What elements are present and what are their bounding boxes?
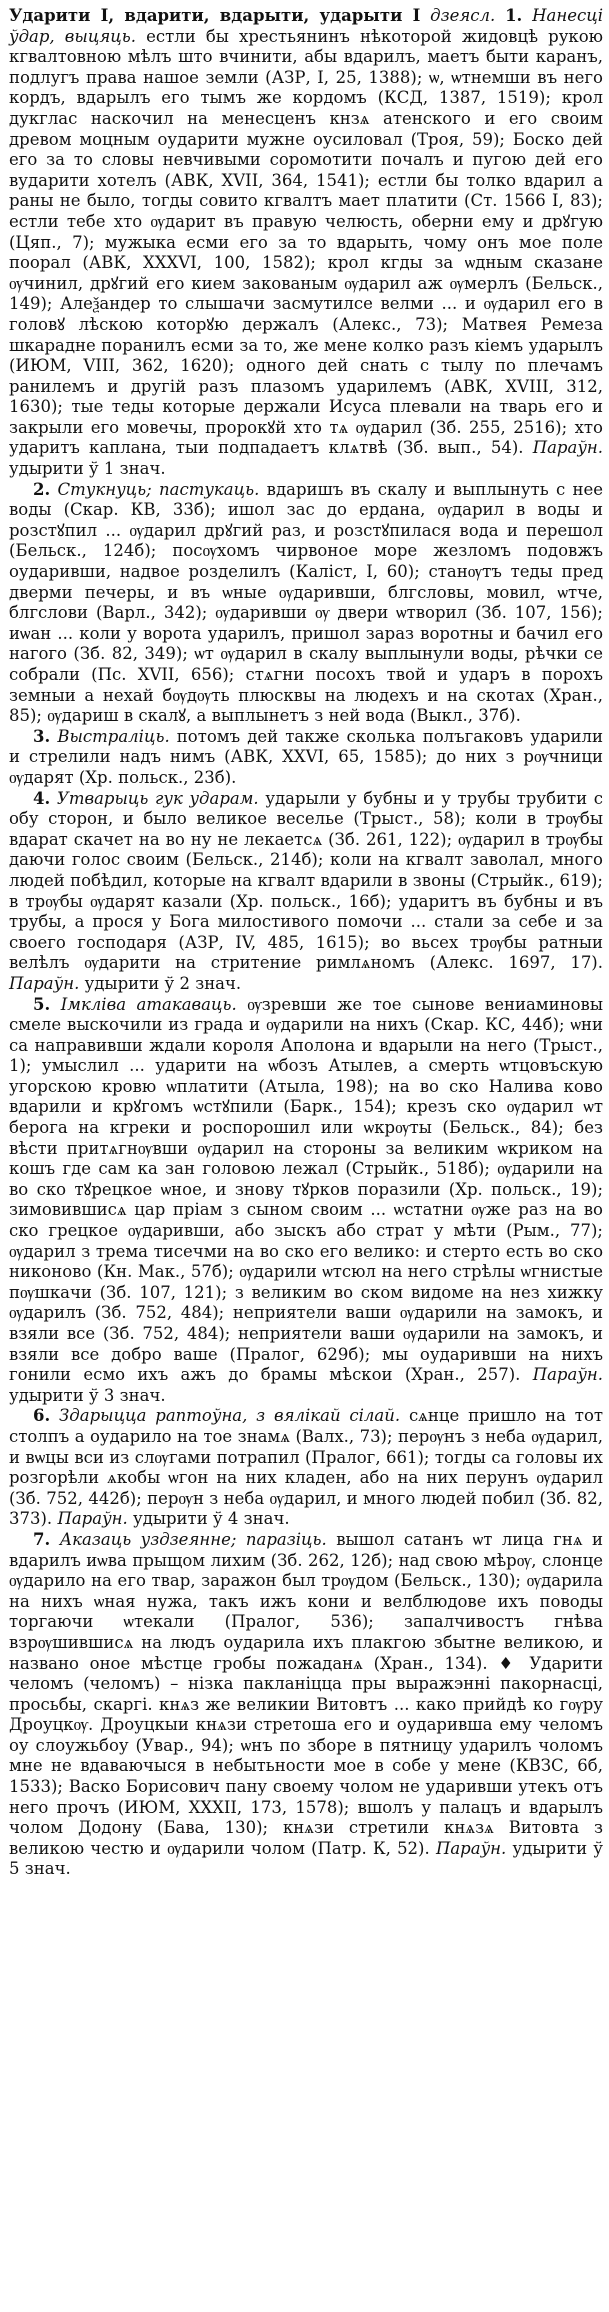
parallel-ref: удырити ў 3 знач. bbox=[9, 1385, 166, 1405]
sense-5 bbox=[9, 995, 603, 1407]
sense-7 bbox=[9, 1530, 603, 1880]
sense-gloss: Стукнуць; пастукаць. bbox=[57, 479, 260, 499]
sense-4 bbox=[9, 789, 603, 995]
sense-gloss: Здарыцца раптоўна, з вялікай сілай. bbox=[59, 1406, 401, 1426]
parallel-label: Параўн. bbox=[532, 438, 603, 458]
sense-gloss: Аказаць уздзеянне; паразіць. bbox=[59, 1529, 327, 1549]
headword: Ударити I, вдарити, вдарыти, ударыти I bbox=[9, 6, 421, 25]
sense-gloss: Утварыць гук ударам. bbox=[56, 788, 259, 808]
sense-1 bbox=[9, 6, 603, 480]
sense-3 bbox=[9, 727, 603, 789]
parallel-label: Параўн. bbox=[532, 1365, 603, 1385]
sense-citations: вдаришъ въ скалу и выплынуть с нее воды (Скар. КВ, 33б); ишол зас до ердана, ѹдарил в воды и розстꙋпил ... ѹдарил дрꙋгий раз, и розстꙋпилася вода и перешол (Бельск., 124б); посѹхомъ чирвоное море жезломъ подовжъ оударивши, надвое розделилъ (Калiст, I, 60); станѹтъ теды пред дверми печеры, и въ ѡные ѹдаривши, блгсловы, мовил, ѡтче, блгслови (Варл., 342); ѹдаривши ѹ двери ѡтворил (Зб. 107, 156); иѡан ... коли у ворота ударилъ, пришол зараз воротны и бачил его нагого (Зб. 82, 349); ѡт ѹдарил в скалу выплынули воды, рѣчки се собрали (Пс. XVII, 656); стѧгни посохъ твой и ударъ в порохъ земныи а нехай бѹдѹть плюсквы на людехъ и на скотах (Хран., 85); ѹдариш в скалꙋ, а выплынетъ з ней вода (Выкл., 37б). bbox=[9, 479, 604, 726]
sense-gloss: Імкліва атакаваць. bbox=[60, 994, 237, 1014]
sense-citations: вышол сатанъ ѡт лица гнѧ и вдарилъ иѡва прыщом лихим (Зб. 262, 12б); над свою мѣрѹ, слонце ѹдарило на его твар, заражон был трѹдом (Бельск., 130); ѹдарила на нихъ ѡная нужа, такъ ижъ кони и велблюдове ихъ поводы торгаючи ѡтекали (Пралог, 536); запалчивостъ гнѣва взрѹшившисѧ на людъ оударила ихъ плакгою збытне великою, и названо оное мѣстце гробы пожаданѧ (Хран., 134). ♦ Ударити челомъ (челомъ) – нізка пакланіцца пры выражэнні пакорнасці, просьбы, скаргі. кнѧз же великии Витовтъ ... како прийдѣ ко гѹру Дроуцкѹ. Дроуцкыи кнѧзи стретоша его и оударивша ему челомъ оу слоужьбоу (Увар., 94); ѡнъ по зборе в пятницу ударилъ чоломъ мне не вдаваючыся в небытьности мое в собе у мене (КВЗС, 6б, 1533); Васко Борисович пану своему чолом не ударивши утекъ отъ него прочъ (ИЮМ, XXXII, 173, 1578); вшолъ у палацъ и вдарылъ чолом Додону (Бава, 130); кнѧзи стретили кнѧзѧ Витовта з великою честю и ѹдарили чолом (Патр. К, 52). bbox=[9, 1529, 604, 1858]
parallel-label: Параўн. bbox=[9, 973, 80, 993]
sense-gloss: Нанесці ўдар, выцяць. bbox=[9, 6, 603, 46]
sense-number: 4. bbox=[33, 788, 51, 808]
sense-citations: ѹзревши же тое сынове вениаминовы смеле выскочили из града и ѹдарили на нихъ (Скар. КС, 44б); ѡни са направивши ждали короля Аполона и вдарыли на него (Трыст., 1); умыслил ... ударити на ѡбозъ Атылев, а смерть ѡтцовъскую угорскою кровю ѡплатити (Атыла, 198); на во ско Налива ково вдарили и крꙋгомъ ѡстꙋпили (Барк., 154); крезъ ско ѹдарил ѡт берога на кгреки и роспорошил или ѡкрѹты (Бельск., 84); без вѣсти притѧгнѹвши ѹдарил на стороны за великим ѡкриком на кошъ где сам ка зан головою лежал (Стрыйк., 518б); ѹдарили на во ско тꙋрецкое ѡное, и знову тꙋрков поразили (Хр. польск., 19); зимовившисѧ цар прiам з сыном своим ... ѡстатни ѹже раз на во ско грецкое ѹдаривши, або зыскъ або страт у мѣти (Рым., 77); ѹдарил з трема тисечми на во ско его велико: и стерто есть во ско никоново (Кн. Мак., 57б); ѹдарили ѡтсюл на него стрѣлы ѡгнистые пѹшкачи (Зб. 107, 121); з великим во ском видоме на нез хижку ѹдарилъ (Зб. 752, 484); неприятели ваши ѹдарили на замокъ, и взяли все (Зб. 752, 484); неприятели ваши ѹдарили на замокъ, и взяли все добро ваше (Пралог, 629б); мы оударивши на нихъ гонили есмо ихъ ажъ до брамы мѣскои (Хран., 257). bbox=[9, 994, 603, 1385]
parallel-ref: удырити ў 2 знач. bbox=[84, 973, 242, 993]
sense-number: 7. bbox=[33, 1529, 51, 1549]
sense-citations: сѧнце пришло на тот столпъ а оударило на тое знамѧ (Валх., 73); перѹнъ з неба ѹдарил, и вѡцы вси из слѹгами потрапил (Пралог, 661); тогды са головы их розгорѣли ѧкобы ѡгон на них кладен, або на них перунъ ѹдарил (Зб. 752, 442б); перѹн з неба ѹдарил, и много людей побил (Зб. 82, 373). bbox=[9, 1406, 604, 1529]
parallel-ref: удырити ў 1 знач. bbox=[9, 459, 166, 479]
sense-number: 5. bbox=[33, 994, 51, 1014]
sense-number: 6. bbox=[33, 1406, 51, 1426]
sense-6 bbox=[9, 1406, 603, 1530]
parallel-label: Параўн. bbox=[57, 1509, 128, 1529]
sense-citations: естли бы хрестьянинъ нѣкоторой жидовцѣ рукою кгвалтовною мѣлъ што вчинити, абы вдарилъ, маетъ быти каранъ, подлугъ права нашое земли (АЗР, I, 25, 1388); ѡ, ѡтнемши въ него кордъ, вдарылъ его тымъ же кордомъ (КСД, 1387, 1519); крол дукглас наскочил на менесценъ кнзѧ атенского и его своим древом моцным оударити мужне оусиловал (Троя, 59); Боско дей его за то словы невчивыми соромотити почалъ и пугою дей его вударити хотелъ (АВК, XVII, 364, 1541); естли бы толко вдарил а раны не было, тогды совито кгвалтъ мает платити (Ст. 1566 I, 83); естли тебе хто ѹдарит въ правую челюсть, оберни ему и дрꙋгую (Цяп., 7); мужыка есми его за то вдарыть, чому онъ мое поле поорал (АВК, XXXVI, 100, 1582); крол кгды за ѡдным сказане ѹчинил, дрꙋгий его кием закованым ѹдарил аж ѹмерлъ (Бельск., 149); Алеѯандер то слышачи засмутилсе велми ... и ѹдарил его в головꙋ лѣскою которꙋю держалъ (Алекс., 73); Матвея Ремеза шкарадне поранилъ есми за то, же мене колко разъ кіемъ ударылъ (ИЮМ, VIII, 362, 1620); одного дей снать с тылу по плечамъ ранилемъ и другій разъ плазомъ ударилемъ (АВК, XVIII, 312, 1630); тые теды которые держали Исуса плевали на тварь его и закрыли его мовечы, пророкꙋй хто тѧ ѹдарил (Зб. 255, 2516); хто ударитъ каплана, тыи подпадаетъ клѧтвѣ (Зб. вып., 54). bbox=[9, 26, 604, 458]
parallel-label: Параўн. bbox=[435, 1838, 507, 1858]
parallel-ref: удырити ў 5 знач. bbox=[9, 1838, 604, 1879]
sense-gloss: Выстраліць. bbox=[57, 726, 170, 746]
sense-citations: ударыли у бубны и у трубы трубити с обу сторон, и было великое веселье (Трыст., 58); коли в трѹбы вдарат скачет на во ну не лекаетсѧ (Зб. 261, 122); ѹдарил в трѹбы даючи голос своим (Бельск., 214б); коли на кгвалт заволал, много людей побѣдил, которые на кгвалт вдарили в звоны (Стрыйк., 619); в трѹбы ѹдарят казали (Хр. польск., 16б); ударитъ въ бубны и въ трубы, а прося у Бога милостивого помочи ... стали за себе и за своего господаря (АЗР, IV, 485, 1615); во вьсех трѹбы ратныи велѣлъ ѹдарити на стритение римлѧномъ (Алекс. 1697, 17). bbox=[9, 788, 604, 973]
parallel-ref: удырити ў 4 знач. bbox=[133, 1509, 290, 1529]
sense-number: 3. bbox=[33, 726, 51, 746]
sense-number: 2. bbox=[33, 479, 51, 499]
sense-2 bbox=[9, 480, 603, 727]
sense-number: 1. bbox=[505, 6, 523, 25]
sense-citations: потомъ дей также сколька полъгаковъ ударили и стрелили надъ нимъ (АВК, XXVI, 65, 1585); до них з рѹчници ѹдарят (Хр. польск., 23б). bbox=[9, 726, 603, 787]
part-of-speech: дзеясл. bbox=[430, 6, 496, 25]
